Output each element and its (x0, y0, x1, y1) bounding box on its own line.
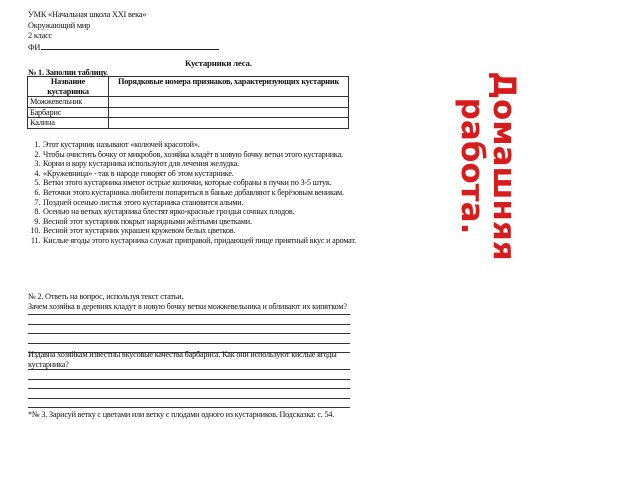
homework-line1: Домашняя (486, 71, 522, 261)
header-umk: УМК «Начальная школа XXI века» (28, 10, 147, 19)
list-item: 6. Веточки этого кустарника любители попариться в баньке добавляют к берёзовым веникам. (42, 188, 364, 198)
table-cell-plant: Калина (28, 118, 109, 129)
homework-heading (456, 71, 520, 260)
table-row (28, 97, 349, 108)
table-cell-plant: Можжевельник (28, 97, 109, 108)
answer-lines-q1 (28, 314, 350, 353)
table-cell-answer (109, 97, 349, 108)
list-item: 7. Поздней осенью листья этого кустарника становятся алыми. (42, 198, 364, 208)
answer-line (28, 370, 350, 380)
worksheet-header (28, 10, 219, 53)
table-cell-answer (109, 107, 349, 118)
list-item: 4. «Кружевница» - так в народе говорят об этом кустарнике. (42, 169, 364, 179)
header-grade: 2 класс (28, 31, 53, 40)
list-item: 9. Весной этот кустарник покрыт нарядными жёлтыми цветками. (42, 217, 364, 227)
table-col-features: Порядковые номера признаков, характеризующих кустарник (109, 77, 349, 97)
task2-title: № 2. Ответь на вопрос, используя текст статьи. (28, 292, 184, 301)
answer-line (28, 399, 350, 409)
table-row (28, 107, 349, 118)
fio-blank-line (41, 42, 219, 50)
table-col-name: Название кустарника (28, 77, 109, 97)
header-subject: Окружающий мир (28, 20, 91, 30)
list-item: 1. Этот кустарник называют «колючей красотой». (42, 140, 364, 150)
homework-line2: работа. (454, 97, 490, 235)
task2-question2: Издавна хозяйкам известны вкусовые качества барбариса. Как они используют кислые ягоды кустарника? (28, 350, 337, 369)
header-fio (28, 42, 219, 54)
facts-list (28, 140, 364, 246)
list-item: 2. Чтобы очистить бочку от микробов, хозяйка кладёт в новую бочку ветки этого кустарника. (42, 150, 364, 160)
list-item: 10. Весной этот кустарник украшен кружевом белых цветков. (42, 226, 364, 236)
table-header-row (28, 77, 349, 97)
fio-label: ФИ (28, 42, 41, 52)
table-cell-answer (109, 118, 349, 129)
list-item: 8. Осенью на ветках кустарника блестят ярко-красные гроздья сочных плодов. (42, 207, 364, 217)
list-item: 5. Ветки этого кустарника имеют острые колючки, которые собраны в пучки по 3-5 штук. (42, 178, 364, 188)
shrub-table (27, 76, 349, 129)
answer-line (28, 334, 350, 344)
task2-block (28, 292, 350, 311)
answer-line (28, 325, 350, 335)
list-item: 11. Кислые ягоды этого кустарника служат приправой, придающей пище приятный вкус и аромат. (42, 236, 364, 246)
task3-text: *№ 3. Зарисуй ветку с цветами или ветку с плодами одного из кустарников. Подсказка: с. 54. (28, 410, 335, 419)
answer-line (28, 315, 350, 325)
task2-question1: Зачем хозяйка в деревнях кладут в новую бочку ветки можжевельника и обливают их кипятком? (28, 301, 347, 311)
answer-line (28, 380, 350, 390)
table-cell-plant: Барбарис (28, 107, 109, 118)
table-row (28, 118, 349, 129)
task1-title: № 1. Заполни таблицу. (28, 68, 108, 77)
answer-lines-q2 (28, 369, 350, 408)
list-item: 3. Корни и кору кустарника используют для лечения желудка. (42, 159, 364, 169)
topic-title: Кустарники леса. (185, 58, 252, 68)
answer-line (28, 389, 350, 399)
